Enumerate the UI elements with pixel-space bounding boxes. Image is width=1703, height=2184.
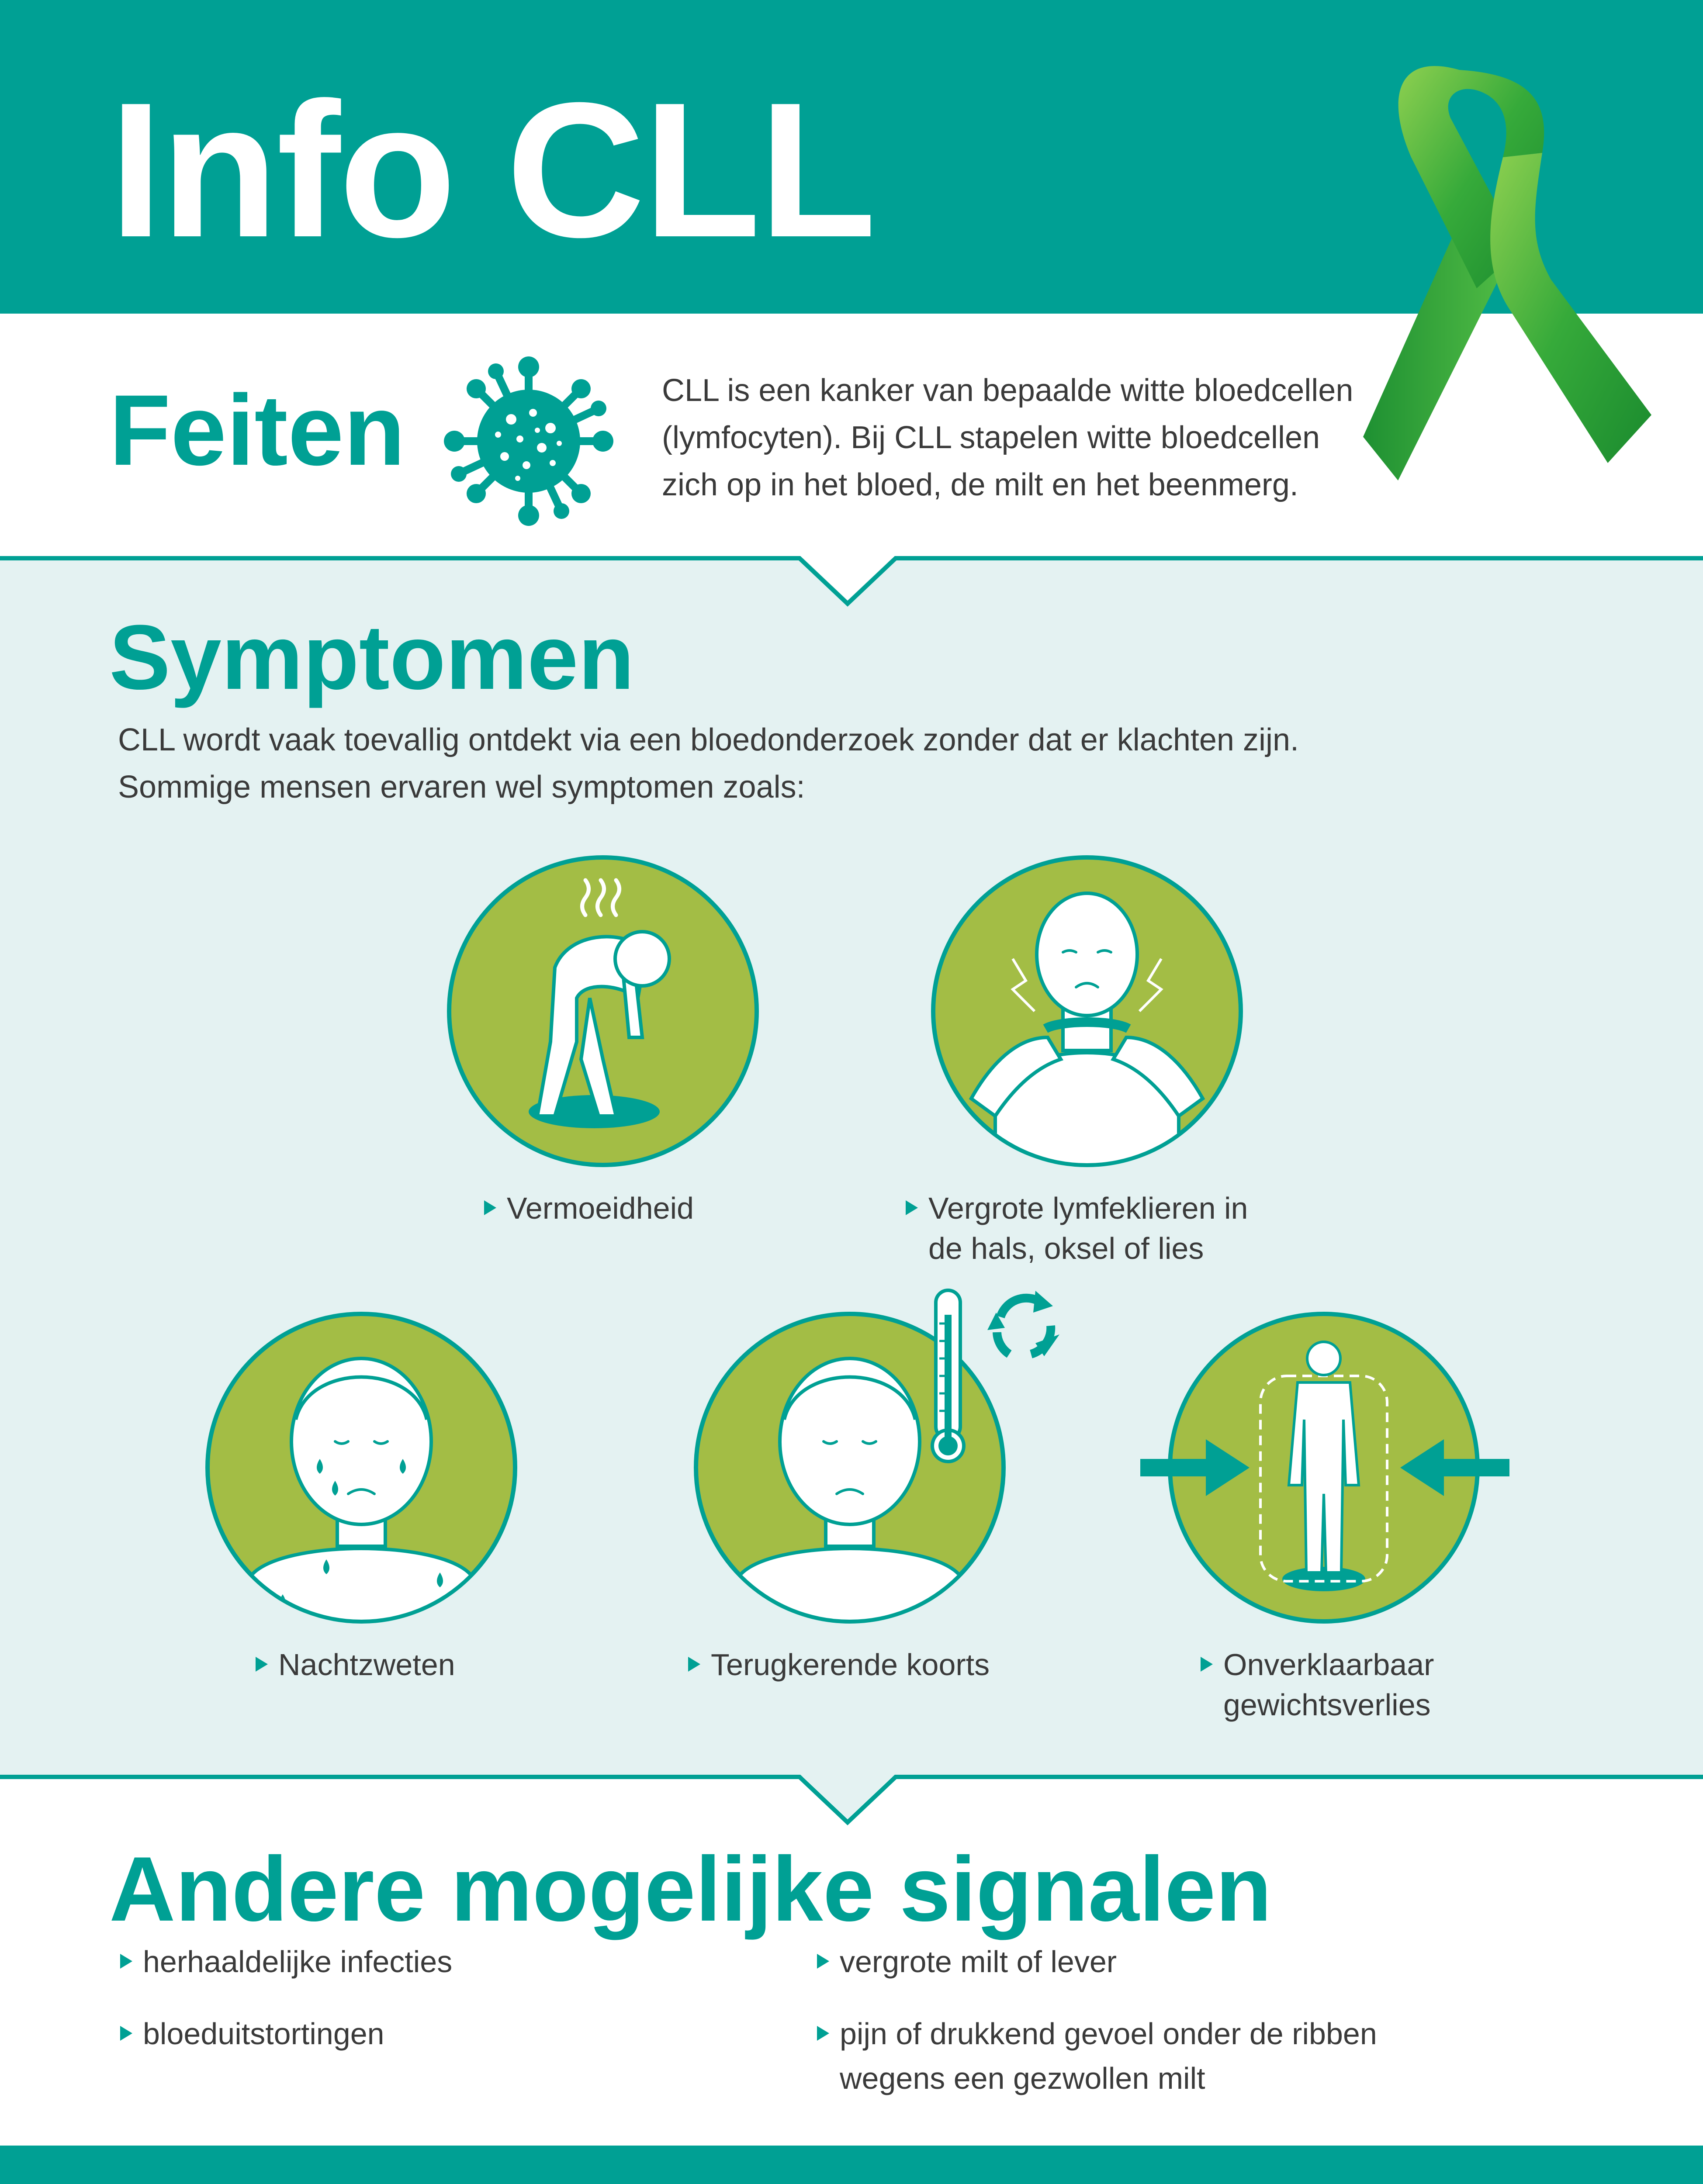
- night-sweats-icon: [204, 1310, 519, 1625]
- symptom-caption: [688, 1645, 990, 1685]
- facts-line: (lymfocyten). Bij CLL stapelen witte bloedcellen: [662, 420, 1320, 455]
- virus-icon: [433, 354, 625, 529]
- page-title: Info CLL: [109, 63, 875, 277]
- symptoms-title: Symptomen: [109, 606, 634, 708]
- signal-label: bloeduitstortingen: [143, 2017, 384, 2051]
- arrow-left-icon: [1396, 1435, 1509, 1500]
- symptom-caption: [906, 1188, 1248, 1268]
- refresh-cycle-icon: [983, 1286, 1066, 1369]
- intro-line: Sommige mensen ervaren wel symptomen zoals:: [118, 770, 805, 805]
- signal-label: herhaaldelijke infecties: [143, 1945, 453, 1979]
- signal-item: [120, 2011, 384, 2056]
- arrow-right-icon: [1140, 1435, 1254, 1500]
- bullet-icon: [120, 1954, 132, 1969]
- facts-title: Feiten: [109, 374, 405, 486]
- bullet-icon: [1201, 1657, 1213, 1672]
- symptom-label-line2: gewichtsverlies: [1223, 1688, 1431, 1722]
- fatigue-icon: [446, 854, 760, 1168]
- intro-line: CLL wordt vaak toevallig ontdekt via een bloedonderzoek zonder dat er klachten zijn.: [118, 722, 1299, 757]
- signal-label-line2: wegens een gezwollen milt: [840, 2061, 1205, 2095]
- symptom-label-line2: de hals, oksel of lies: [928, 1231, 1204, 1265]
- signal-label: pijn of drukkend gevoel onder de ribben: [840, 2017, 1377, 2051]
- bullet-icon: [484, 1200, 496, 1215]
- bullet-icon: [256, 1657, 268, 1672]
- thermometer-icon: [931, 1289, 966, 1468]
- bullet-icon: [817, 1954, 829, 1969]
- symptom-label: Vermoeidheid: [507, 1191, 694, 1225]
- symptoms-intro: [118, 716, 1560, 811]
- symptom-label: Vergrote lymfeklieren in: [928, 1191, 1248, 1225]
- bullet-icon: [817, 2026, 829, 2041]
- symptom-caption: [256, 1645, 455, 1685]
- facts-description: [662, 367, 1448, 508]
- symptom-label: Nachtzweten: [278, 1648, 455, 1682]
- signals-title: Andere mogelijke signalen: [109, 1838, 1272, 1940]
- bullet-icon: [688, 1657, 700, 1672]
- signal-label: vergrote milt of lever: [840, 1945, 1117, 1979]
- signal-item: [817, 1939, 1117, 1984]
- facts-line: zich op in het bloed, de milt en het beenmerg.: [662, 467, 1298, 502]
- awareness-ribbon-icon: [1346, 44, 1673, 502]
- bullet-icon: [120, 2026, 132, 2041]
- facts-line: CLL is een kanker van bepaalde witte bloedcellen: [662, 373, 1353, 408]
- symptom-caption: [484, 1188, 694, 1228]
- signal-item: [120, 1939, 452, 1984]
- section-divider: [0, 1773, 1703, 1843]
- know-section: [0, 2146, 1703, 2184]
- symptom-label: Onverklaarbaar: [1223, 1648, 1434, 1682]
- bullet-icon: [906, 1200, 918, 1215]
- symptom-label: Terugkerende koorts: [711, 1648, 990, 1682]
- symptom-caption: [1201, 1645, 1434, 1725]
- swollen-lymph-nodes-icon: [930, 854, 1244, 1168]
- signal-item: [817, 2011, 1377, 2101]
